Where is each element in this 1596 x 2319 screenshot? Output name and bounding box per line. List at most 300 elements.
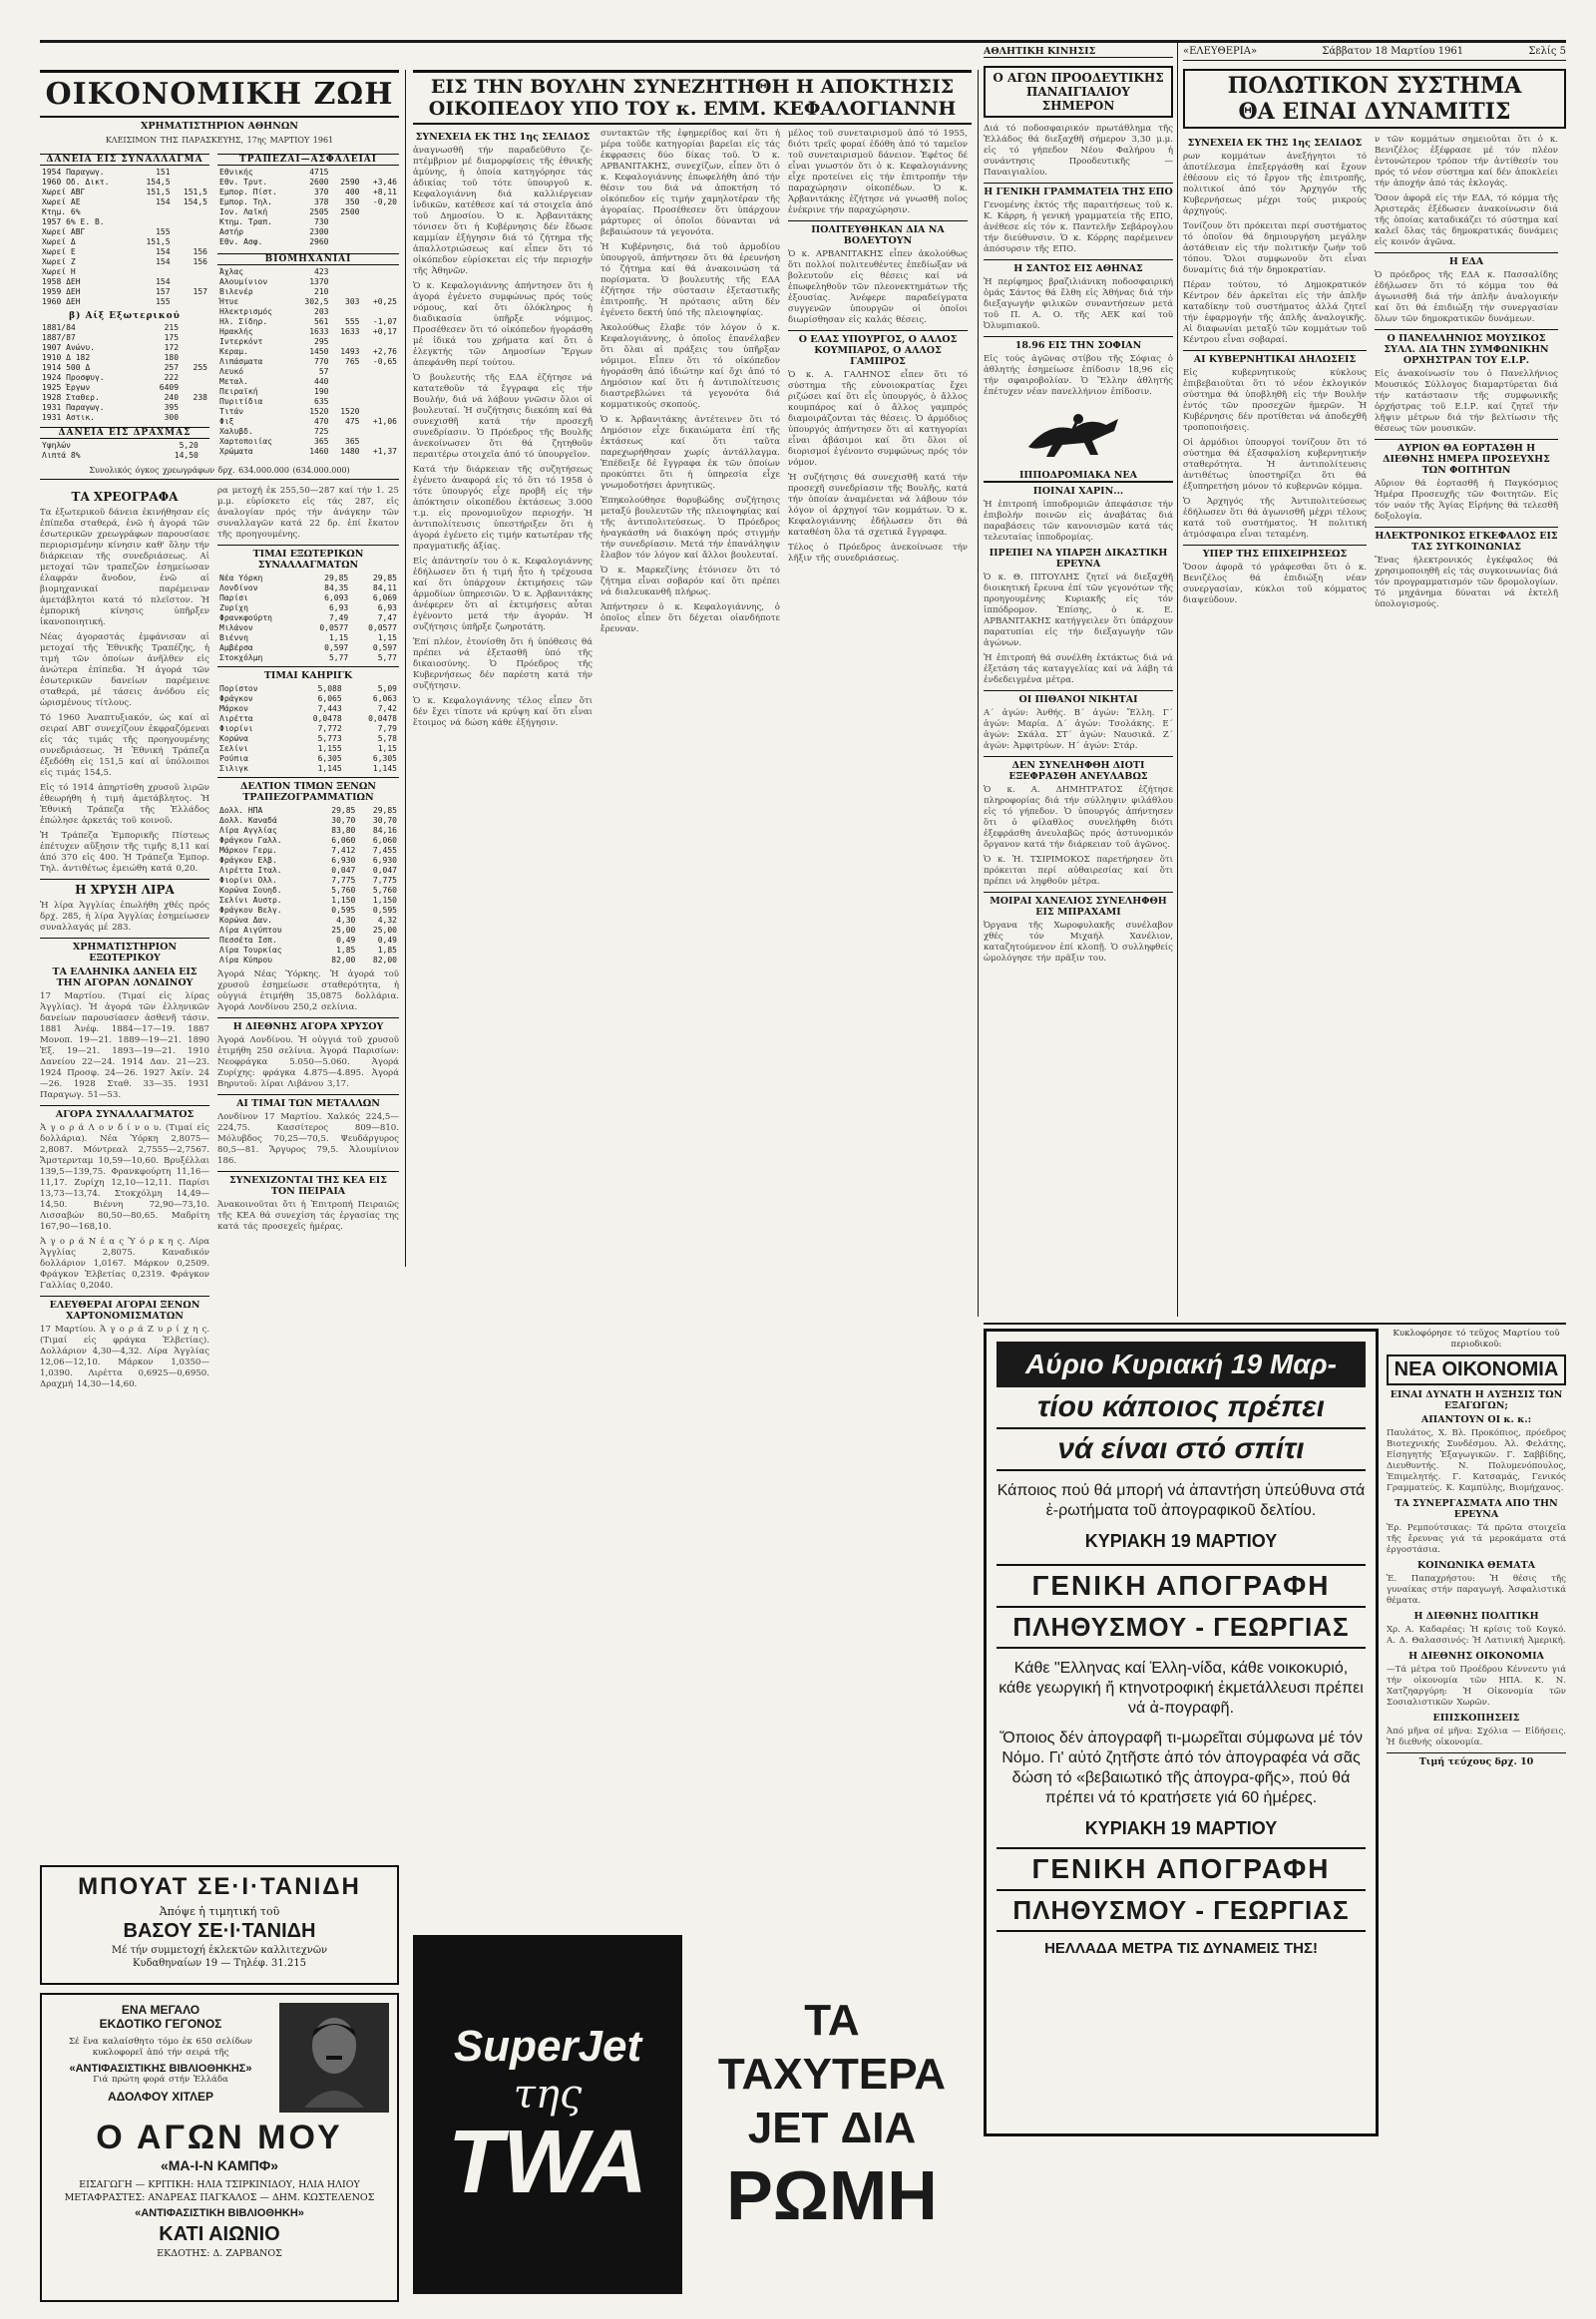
row-label: Πορίστον	[219, 684, 258, 693]
row-label: Στοκχόλμη	[219, 653, 263, 662]
row-value: 5,088	[317, 684, 342, 693]
row-label: 1931 Αστικ.	[42, 413, 95, 422]
row-value	[181, 373, 209, 383]
banknote-row	[217, 816, 399, 826]
filler-text: Α΄ ἀγών: Ἀνθής. Β΄ ἀγών: Ἔλλη. Γ΄ ἀγών: Μαρία. Δ΄ ἀγών: Τσολάκης. Ε΄ ἀγών: Σκάλα. ΣΤ΄ ἀγών: Ναυσικᾶ. Ζ΄ ἀγών: Ἀμφιτρύων. Η΄ ἀγών: Στάρ.	[984, 708, 1173, 751]
book-editor: ΕΚΔΟΤΗΣ: Δ. ΖΑΡΒΑΝΟΣ	[157, 2248, 282, 2259]
row-value	[362, 168, 400, 178]
filler-text: 17 Μαρτίου. (Τιμαί εἰς λίρας Ἀγγλίας). Ἡ ἀγορά τῶν ἑλληνικῶν δανείων παρουσίασεν ἀσθενῆ τάσιν. 1881 Ἀνέφ. 1884—17—19. 1887 Μονοπ. 19—21. 1889—19—21. 1890 Ἐξ. 19—21. 1893—19—21. 1910 Δανείου 22—24. 1914 Δαν. 21—23. 1924 Προσφ. 24—26. 1927 Ἀκίν. 24—26. 1928 Σταθ. 33—35. 1931 Παραγωγ. 51—53.	[40, 991, 209, 1100]
row-value	[181, 333, 209, 343]
row-label: Μεταλ.	[219, 377, 248, 386]
census-title-4: ΠΛΗΘΥΣΜΟΥ - ΓΕΩΡΓΙΑΣ	[997, 1891, 1366, 1932]
row-value: 635	[314, 397, 329, 406]
filler-text: Τέλος ὁ Πρόεδρος ἀνεκοίνωσε τήν λῆξιν τῆς συνεδριάσεως.	[788, 543, 968, 564]
filler-text: Ὁ κ. Ἡ. ΤΣΙΡΙΜΟΚΟΣ παρετήρησεν ὅτι πρόκειται περί αὐθαιρεσίας καί ὅτι πρέπει νά ληφθοῦν μέτρα.	[984, 855, 1173, 887]
loan-row	[40, 217, 209, 227]
row-label: 1924 Προσφυγ.	[42, 373, 105, 382]
row-value	[181, 403, 209, 413]
industry-row	[217, 447, 399, 457]
row-label: Φρανκφούρτη	[219, 613, 272, 622]
electronic-title: ΗΛΕΚΤΡΟΝΙΚΟΣ ΕΓΚΕΦΑΛΟΣ ΕΙΣ ΤΑΣ ΣΥΓΚΟΙΝΩΝΙΑΣ	[1375, 527, 1558, 553]
nea-oikonomia-ad	[1387, 1329, 1566, 2286]
row-value: 156	[193, 257, 207, 266]
row-label: 1959 ΔΕΗ	[42, 287, 81, 296]
row-value: 6,069	[372, 593, 397, 602]
row-label: Χωρεί Η	[42, 267, 76, 276]
cairo-row	[217, 724, 399, 734]
parliament-subhead-2: Ο ΕΛΑΣ ΥΠΟΥΡΓΟΣ, Ο ΑΛΛΟΣ ΚΟΥΜΠΑΡΟΣ, Ο ΑΛΛΟΣ ΓΑΜΠΡΟΣ	[788, 330, 968, 367]
row-value	[362, 267, 400, 277]
row-value: 423	[314, 267, 329, 276]
row-value: 151,5	[146, 237, 171, 246]
banknote-row	[217, 956, 399, 966]
row-label: Λιπτά 8%	[42, 451, 81, 460]
banknotes-title: ΔΕΛΤΙΟΝ ΤΙΜΩΝ ΞΕΝΩΝ ΤΡΑΠΕΖΟΓΡΑΜΜΑΤΙΩΝ	[217, 777, 399, 803]
filler-text: Παυλάτος, Χ. Βλ. Προκόπιος, πρόεδρος Βιοτεχνικής Συνδέσμου. Ἀλ. Φελάτης, Εἰσηγητής Ἐξαγωγικῶν. Γ. Σαββίδης, Διευθυντής. Ν. Πολυμενόπουλος, Ἐπιμελητής. Γ. Κατσαμάς, Γενικός Γραμματεύς. Κ. Καμπύλης, Βιομήχανος.	[1387, 1428, 1566, 1493]
loan-row	[40, 267, 209, 277]
census-line-1: Αύριο Κυριακή 19 Μαρ-	[1025, 1349, 1337, 1379]
gold-intl-title: Η ΔΙΕΘΝΗΣ ΑΓΟΡΑ ΧΡΥΣΟΥ	[217, 1017, 399, 1032]
row-label: Λονδίνον	[219, 583, 258, 592]
row-label: Βιλενέρ	[219, 287, 253, 296]
row-value: 730	[314, 217, 329, 226]
row-value	[330, 287, 361, 297]
filler-text: Τα ἐξωτερικοῦ δάνεια ἐκινήθησαν εἰς ἐπίπεδα σταθερά, ἐνῶ ἡ ἀγορά τῶν ἐσωτερικῶν χρεωγράφων παρουσίασε περιορισμένην κίνησιν καθ' ὅλην τήν διάρκειαν τῆς συνεδριάσεως. Αἱ μετοχαί τῶν τραπεζῶν ἐσημείωσαν ἐλαφράν ἄνοδον, ἐνῶ αἱ βιομηχανικαί παρέμειναν ἀμετάβλητοι κατά τό πλεῖστον. Ἡ ἐμπορική κίνησις ὑπῆρξεν ἱκανοποιητική.	[40, 508, 209, 627]
row-label: Κτημ. 6%	[42, 207, 81, 216]
row-label: Σελίνι	[219, 744, 248, 753]
row-value: 7,47	[377, 613, 397, 622]
cairo-row	[217, 754, 399, 764]
row-value: 555	[345, 317, 360, 326]
row-value: 30,70	[331, 816, 356, 825]
census-body-2: Κάθε "Ελληνας καί Ἑλλη-νίδα, κάθε νοικοκυριό, κάθε γεωργική ἤ κτηνοτροφική ἐκμετάλλευσι πρέπει νά ἀ-πογραφῆ.	[998, 1660, 1364, 1717]
row-label: 1957 6% Ε. Β.	[42, 217, 105, 226]
drachma-table	[40, 441, 209, 461]
row-value: 30,70	[372, 816, 397, 825]
drachma-title: ΔΑΝΕΙΑ ΕΙΣ ΔΡΑΧΜΑΣ	[40, 427, 209, 439]
banknote-row	[217, 946, 399, 956]
row-value	[330, 267, 361, 277]
row-value: 175	[164, 333, 180, 342]
magazine-q2: ΑΠΑΝΤΟΥΝ ΟΙ κ. κ.:	[1420, 1414, 1532, 1425]
page-number: Σελίς 5	[1528, 46, 1566, 57]
book-title: Ο ΑΓΩΝ ΜΟΥ	[96, 2119, 343, 2156]
bouat-line-3: Κυδαθηναίων 19 — Τηλέφ. 31.215	[132, 1958, 307, 1969]
row-label: Χωρεί ΑΒΓ	[42, 188, 86, 196]
filler-text: Ὅσον ἀφορᾶ εἰς τήν ΕΔΑ, τό κόμμα τῆς Ἀριστερᾶς ἐξέδωσεν ἀνακοίνωσιν διά τῆς ὁποίας καταδικάζει τό σύστημα καί καλεῖ ὅλας τάς δημοκρατικάς δυνάμεις εἰς κοινόν ἀγῶνα.	[1375, 193, 1558, 247]
row-value	[362, 287, 400, 297]
row-label: Χωρεί Δ	[42, 237, 76, 246]
kea-title: ΣΥΝΕΧΙΖΟΝΤΑΙ ΤΗΣ ΚΕΑ ΕΙΣ ΤΟΝ ΠΕΙΡΑΙΑ	[217, 1171, 399, 1197]
row-value	[362, 237, 400, 247]
continued-marker: ΣΥΝΕΧΕΙΑ ΕΚ ΤΗΣ 1ης ΣΕΛΙΔΟΣ	[415, 132, 591, 143]
row-value	[330, 217, 361, 227]
row-label: 1960 Οδ. Δικτ.	[42, 178, 110, 187]
row-value: 6,060	[372, 836, 397, 845]
row-label: 1881/84	[42, 323, 76, 332]
magazine-price: Τιμή τεύχους δρχ. 10	[1387, 1752, 1566, 1767]
census-slogan: ΗΕΛΛΑΔΑ ΜΕΤΡΑ ΤΙΣ ΔΥΝΑΜΕΙΣ ΤΗΣ!	[1044, 1940, 1318, 1957]
row-value: 350	[345, 197, 360, 206]
row-label: Λιρέττα Ιταλ.	[219, 866, 282, 875]
row-value: 7,772	[317, 724, 342, 733]
parliament-story	[413, 70, 972, 1317]
row-value	[181, 353, 209, 363]
economy-lower-right	[217, 486, 399, 1394]
row-label: Ηρακλής	[219, 327, 253, 336]
section-rule	[984, 1323, 1566, 1325]
bouat-name: ΒΑΣΟΥ ΣΕ·Ι·ΤΑΝΙΔΗ	[123, 1920, 316, 1942]
industry-row	[217, 417, 399, 427]
row-label: Χωρεί ΑΒΓ	[42, 227, 86, 236]
row-label: Ήτυε	[219, 297, 239, 306]
banks-table	[217, 168, 399, 247]
row-value: 300	[164, 413, 180, 422]
fx-prices-title: ΤΙΜΑΙ ΕΞΩΤΕΡΙΚΩΝ ΣΥΝΑΛΛΑΓΜΑΤΩΝ	[217, 545, 399, 571]
filler-text: Ἐρ. Ρεμπούτσικας: Τά πρῶτα στοιχεῖα τῆς ἔρευνας γιά τά μεροκάματα στά ἐργοστάσια.	[1387, 1523, 1566, 1555]
row-value	[362, 427, 400, 437]
row-label: Κτημ. Τραπ.	[219, 217, 272, 226]
row-value: 6,93	[377, 603, 397, 612]
filler-text: Διά τό ποδοσφαιρικόν πρωτάθλημα τῆς Ἑλλάδος θά διεξαχθῆ σήμερον 3,30 μ.μ. εἰς τό γήπεδον Νέου Φαλήρου ἡ συνάντησις Προοδευτικῆς — Παναιγιαλίου.	[984, 124, 1173, 178]
banknote-row	[217, 806, 399, 816]
magazine-section-4: Η ΔΙΕΘΝΗΣ ΟΙΚΟΝΟΜΙΑ	[1408, 1651, 1544, 1662]
row-value: 7,443	[317, 704, 342, 713]
twa-ad	[413, 1935, 972, 2294]
row-value	[200, 441, 209, 451]
loan-row	[40, 188, 209, 197]
filler-text: ἀναγνωσθῆ τήν παραδεῦθυτο ζε-πτέμβριον μέ διαμορφίσεις τῆς ἐθνικῆς ἀμύνης, ἡ ὁποία κατηγόρησε τάς ἀδικίας τοῦ τότε ὑπουργοῦ κ. Κεφαλογιάννη διά καλλιέργειαν ἰνδικῶν, κατέθεσε καί τά στοιχεῖα ἀπό τοῦ Δημοσίου. Ὁ κ. Ἀρβανιτάκης τόνισεν ὅτι ἡ Κυβέρνησις δέν ἔδωσε καμμίαν ἐξήγησιν διά τό ζήτημα τῆς ἀπαλλοτριώσεως καί εἶπεν ὅτι τό οἰκόπεδον εὑρίσκεται εἰς τήν περιοχήν τῆς Ἀθηνῶν.	[413, 146, 593, 276]
filler-text: Ἀ γ ο ρ ά Ν έ α ς Ὑ ό ρ κ η ς. Λίρα Ἀγγλίας 2,8075. Καναδικόν δολλάριον 1,0167. Μάρκον 0,2509. Φράγκον Ἑλβετίας 0,2319. Φράγκον Γαλλίας 0,2040.	[40, 1237, 209, 1291]
filler-text: Ὁ πρόεδρος τῆς ΕΔΑ κ. Πασσαλίδης ἐδήλωσεν ὅτι τό κόμμα του θά ἀγωνισθῆ διά τήν ἀπλῆν ἀναλογικήν καί ὅτι θά ἐπιδιώξη τήν συνεργασίαν ὅλων τῶν δημοκρατικῶν δυνάμεων.	[1375, 270, 1558, 324]
book-kicker-2: ΕΚΔΟΤΙΚΟ ΓΕΓΟΝΟΣ	[99, 2017, 222, 2031]
parliament-headline-1: ΕΙΣ ΤΗΝ ΒΟΥΛΗΝ ΣΥΝΕΖΗΤΗΘΗ Η ΑΠΟΚΤΗΣΙΣ	[430, 76, 955, 98]
row-value	[362, 387, 400, 397]
filler-text: ν τῶν κομμάτων σημειοῦται ὅτι ὁ κ. Βενιζέλος ἐξέφρασε μέ τόν πλέον ἐντονώτερον τρόπον τήν ἀντίθεσίν του πρός τό νέον σύστημα καί δέν ἀποκλείει τήν ἀποχήν ἀπό τάς ἐκλογάς.	[1375, 135, 1558, 189]
row-value: 7,42	[377, 704, 397, 713]
cairo-row	[217, 714, 399, 724]
arrest-title: ΔΕΝ ΣΥΝΕΛΗΦΘΗ ΔΙΟΤΙ ΕΞΕΦΡΑΣΘΗ ΑΝΕΥΛΑΒΩΣ	[984, 756, 1173, 782]
row-value: 1520	[309, 407, 329, 416]
row-value	[362, 397, 400, 407]
row-value: 0,595	[372, 906, 397, 915]
industry-row	[217, 287, 399, 297]
row-value	[173, 237, 209, 247]
filler-text: Ἀπό μῆνα σέ μῆνα: Σχόλια — Εἰδήσεις. Ἡ διεθνής οἰκονομία.	[1387, 1727, 1566, 1747]
row-value	[362, 277, 400, 287]
row-value: 6,065	[317, 694, 342, 703]
row-value	[330, 277, 361, 287]
industry-row	[217, 427, 399, 437]
foreign-loan-row	[40, 373, 209, 383]
filler-text: Ὁ κ. Ἀρβανιτάκης ἀντέτεινεν ὅτι τό Δημόσιον εἶχε δικαιώματα ἐπί τῆς ἐκτάσεως καί ὅτι ταῦτα παρεχωρήθησαν χωρίς ἀντάλλαγμα. Ἐπέδειξε δέ ἔγγραφα ἐκ τῶν ὁποίων προκύπτει ὅτι ἡ ὑπηρεσία εἶχε γνωμοδοτήσει ἀρνητικῶς.	[600, 415, 780, 491]
economy-header	[40, 70, 399, 118]
column-rule	[978, 70, 979, 1317]
industry-row	[217, 317, 399, 327]
economy-tables	[40, 150, 399, 461]
cairo-row	[217, 694, 399, 704]
drachma-loan-row	[40, 441, 209, 451]
row-value	[330, 307, 361, 317]
session-line: ΚΛΕΙΣΙΜΟΝ ΤΗΣ ΠΑΡΑΣΚΕΥΗΣ, 17ης ΜΑΡΤΙΟΥ 1961	[105, 136, 334, 145]
row-label: Λευκό	[219, 367, 244, 376]
row-label: Λίρα Αιγύπτου	[219, 926, 282, 935]
magazine-intro: Κυκλοφόρησε τό τεῦχος Μαρτίου τοῦ περιοδικοῦ:	[1393, 1329, 1560, 1350]
row-label: 1925 Έργων	[42, 383, 91, 392]
industry-row	[217, 307, 399, 317]
foreign-loan-row	[40, 323, 209, 333]
row-value	[362, 227, 400, 237]
parliament-columns	[413, 129, 972, 733]
row-value: 1633	[309, 327, 329, 336]
row-label: Φιορίνι Ολλ.	[219, 876, 277, 885]
row-label: 1910 Δ 182	[42, 353, 91, 362]
row-value: 1,15	[377, 744, 397, 753]
politics-col-2	[1375, 135, 1558, 614]
london-title: ΤΑ ΕΛΛΗΝΙΚΑ ΔΑΝΕΙΑ ΕΙΣ ΤΗΝ ΑΓΟΡΑΝ ΛΟΝΔΙΝΟΥ	[52, 966, 198, 988]
filler-text: Νέας ἀγοραστάς ἐμφάνισαν αἱ μετοχαί τῆς Ἐθνικῆς Τραπέζης, ἡ τιμή τῶν ὁποίων ἀνῆλθεν εἰς ἀνώτερα ἐπίπεδα. Ἡ ἀγορά τῶν ἐσωτερικῶν δανείων παρέμεινε σταθερά, μέ τάσεις ἀνόδου εἰς ὡρισμένους τίτλους.	[40, 632, 209, 708]
politics-section	[1183, 40, 1566, 1317]
book-ad	[40, 1993, 399, 2302]
row-label: Χωρεί Ζ	[42, 257, 76, 266]
row-label: 1960 ΔΕΗ	[42, 297, 81, 306]
census-banner	[997, 1342, 1366, 1387]
filler-text: Εἰς ἀπάντησίν του ὁ κ. Κεφαλογιάννης ἐδήλωσεν ὅτι ἡ τιμή ἦτο ἡ τρέχουσα καί ὅτι ὑπάρχουν ἐκτιμήσεις τῶν ἁρμοδίων ὑπηρεσιῶν. Ὁ κ. Ἀρβανιτάκης ἀνέφερεν ὅτι αἱ ἐκτιμήσεις αὗται ἐγένοντο μετά τήν ἀγοράν. Ἡ συζήτησις ὑπῆρξε ζωηροτάτη.	[413, 557, 593, 632]
census-date-1: ΚΥΡΙΑΚΗ 19 ΜΑΡΤΙΟΥ	[1084, 1531, 1278, 1551]
row-value	[330, 237, 361, 247]
row-value	[135, 217, 172, 227]
row-value	[200, 451, 209, 461]
row-label: Χωρεί Ε	[42, 247, 76, 256]
banks-title: ΤΡΑΠΕΖΑΙ—ΑΣΦΑΛΕΙΑΙ	[217, 154, 399, 166]
cairo-row	[217, 684, 399, 694]
fx-row	[217, 603, 399, 613]
author-portrait	[279, 2003, 389, 2113]
filler-text: Ἡ Τράπεζα Ἐμπορικῆς Πίστεως ἐπέτυχεν αὔξησιν τῆς τιμῆς 8,11 καί ἀπό 370 εἰς 400. Ἡ Τράπεζα Ἐμπορ. Τηλ. ἀντιθέτως ἐμειώθη κατά 0,20.	[40, 831, 209, 874]
row-label: Σιλιγκ	[219, 764, 248, 773]
row-label: 1887/87	[42, 333, 76, 342]
row-label: Βιέννη	[219, 633, 248, 642]
row-value: 1633	[340, 327, 360, 336]
row-value: 154,5	[183, 197, 207, 206]
magazine-q1: ΕΙΝΑΙ ΔΥΝΑΤΗ Η ΑΥΞΗΣΙΣ ΤΩΝ ΕΞΑΓΩΓΩΝ;	[1390, 1389, 1563, 1411]
filler-text: Ὅσον ἀφορᾶ τό γράφεσθαι ὅτι ὁ κ. Βενιζέλος θά ἐπιδιώξη νέαν συνεργασίαν, κύκλοι τοῦ κόμματος διαψεύδουν.	[1183, 563, 1367, 605]
row-label: Εθν. Τρυτ.	[219, 178, 268, 187]
row-value	[362, 437, 400, 447]
row-value: -0,65	[372, 357, 397, 366]
fx-row	[217, 593, 399, 603]
external-exchange-title: ΧΡΗΜΑΤΙΣΤΗΡΙΟΝ ΕΞΩΤΕΡΙΚΟΥ	[40, 938, 209, 964]
row-value	[181, 323, 209, 333]
row-value	[330, 168, 361, 178]
cairo-row	[217, 734, 399, 744]
loan-row	[40, 178, 209, 188]
parliament-col-1	[413, 129, 593, 733]
row-label: Νέα Υόρκη	[219, 574, 263, 582]
row-value: 6,093	[324, 593, 349, 602]
bouat-line-2: Μέ τήν συμμετοχή ἐκλεκτῶν καλλιτεχνῶν	[111, 1945, 328, 1956]
row-value: 0,047	[372, 866, 397, 875]
row-value: 4,30	[336, 916, 356, 925]
row-value: 84,35	[324, 583, 349, 592]
filler-text: Χρ. Α. Καδαρέας: Ἡ κρίσις τοῦ Κογκό. Α. Δ. Θαλασσινός: Ἡ Λατινική Ἀμερική.	[1387, 1625, 1566, 1646]
banknotes-table	[217, 806, 399, 966]
bank-row	[217, 207, 399, 217]
metals-title: ΑΙ ΤΙΜΑΙ ΤΩΝ ΜΕΤΑΛΛΩΝ	[217, 1094, 399, 1109]
santos-title: Η ΣΑΝΤΟΣ ΕΙΣ ΑΘΗΝΑΣ	[984, 259, 1173, 274]
loans-block	[40, 150, 209, 461]
fx-row	[217, 623, 399, 633]
foreign-loan-row	[40, 383, 209, 393]
census-ad	[984, 1329, 1379, 2136]
census-line-3: νά είναι στό σπίτι	[997, 1429, 1366, 1471]
politics-headline-1: ΠΟΛΩΤΙΚΟΝ ΣΥΣΤΗΜΑ	[1227, 73, 1522, 99]
row-value	[173, 217, 209, 227]
industry-title: ΒΙΟΜΗΧΑΝΙΑΙ	[217, 253, 399, 265]
row-value	[173, 297, 209, 307]
row-value: 1493	[340, 347, 360, 356]
loan-row	[40, 257, 209, 267]
banknote-row	[217, 856, 399, 866]
row-label: Φράγκον Βελγ.	[219, 906, 282, 915]
row-label: 1958 ΔΕΗ	[42, 277, 81, 286]
row-value: 7,412	[331, 846, 356, 855]
row-value: 1,145	[372, 764, 397, 773]
row-value: 157	[156, 287, 171, 296]
row-label: Ηλεκτρισμός	[219, 307, 272, 316]
fx-row	[217, 653, 399, 663]
census-title-2: ΠΛΗΘΥΣΜΟΥ - ΓΕΩΡΓΙΑΣ	[997, 1608, 1366, 1649]
row-value: 5,77	[377, 653, 397, 662]
politics-col-1	[1183, 135, 1367, 614]
row-value: 151,5	[146, 188, 171, 196]
loan-row	[40, 227, 209, 237]
filler-text: Ὀργανα τῆς Χωροφυλακῆς συνέλαβον χθές τόν Μιχαήλ Χανέλιον, καταζητούμενον ἐπί κλοπῇ. Ὁ συλληφθείς ὡμολόγησε τήν πρᾶξιν του.	[984, 921, 1173, 964]
politics-headline-2: ΘΑ ΕΙΝΑΙ ΔΥΝΑΜΙΤΙΣ	[1238, 99, 1511, 125]
row-value: 1,85	[377, 946, 397, 955]
book-series-2: «ΑΝΤΙΦΑΣΙΣΤΙΚΗ ΒΙΒΛΙΟΘΗΚΗ»	[135, 2207, 304, 2219]
filler-text: συντακτῶν τῆς ἐφημερίδος καί ὅτι ἡ μέρα τοῦδε κατηγορίαι βαρεῖαι εἰς τάς ἐκφρασεις δύο δίκας τοῦ. Ὁ κ. ΑΡΒΑΝΙΤΑΚΗΣ, συνεχίζων, εἶπεν ὅτι ὁ κ. Κεφαλογιάννης ἐπωφελήθη ἀπό τήν θέσιν του διά νά ἀποκτήση τό οἰκόπεδον εἰς τιμήν χαμηλοτέραν τῆς ἀγοραίας. Προσέθεσεν ὅτι ὑπάρχουν μάρτυρες οἱ ὁποῖοι δύνανται νά βεβαιώσουν τά γεγονότα.	[600, 129, 780, 237]
row-label: Πεσσέτα Ισπ.	[219, 936, 277, 945]
filler-text: Ἡ λίρα Ἀγγλίας ἐπωλήθη χθές πρός δρχ. 285, ἡ λίρα Ἀγγλίας ἐσημείωσεν συναλλαγάς μέ 283.	[40, 901, 209, 933]
filler-text: Ἡ ἐπιτροπή θά συνέλθη ἐκτάκτως διά νά ἐξετάση τάς καταγγελίας καί νά λάβη τά ἐνδεδειγμένα μέτρα.	[984, 653, 1173, 685]
row-value: 257	[164, 363, 180, 372]
industry-row	[217, 377, 399, 387]
row-value: 0,0478	[312, 714, 342, 723]
census-date-2: ΚΥΡΙΑΚΗ 19 ΜΑΡΤΙΟΥ	[1084, 1818, 1278, 1838]
lottery-title: ΜΟΙΡΑΙ ΧΑΝΕΛΙΟΣ ΣΥΝΕΛΗΦΘΗ ΕΙΣ ΜΠΡΑΧΑΜΙ	[984, 892, 1173, 918]
filler-text: ρα μετοχή ἐκ 255,50—287 καί τήν 1. 25 μ.μ. εὑρίσκετο εἰς τάς 287, εἰς ἀναλογίαν πρός τήν ἀνάγκην τῶν συναλλαγῶν κατά 22 δρ. ἐπί ἔκατον τῆς προηγουμένης.	[217, 486, 399, 540]
row-value: 83,80	[331, 826, 356, 835]
row-value: 155	[156, 227, 171, 236]
row-value: 29,85	[324, 574, 349, 582]
bouat-title: ΜΠΟΥΑΤ ΣΕ·Ι·ΤΑΝΙΔΗ	[78, 1873, 361, 1900]
row-value: 5,20	[179, 441, 199, 450]
filler-text: Ὁ κ. Κεφαλογιάννης ἀπήντησεν ὅτι ἡ ἀγορά ἐγένετο συμφώνως πρός τούς νόμους, καί ὅτι ὁλόκληρος ἡ διαδικασία ὑπῆρξε νόμιμος. Προσέθεσεν ὅτι τό οἰκόπεδον ἠγοράσθη μέ ἰδικά του χρήματα καί ὅτι ὁ ἐλεγκτής τῶν Δημοσίων Ἔργων ἀπεφάνθη περί τούτου.	[413, 281, 593, 368]
industry-row	[217, 397, 399, 407]
row-label: Λίρα Τουρκίας	[219, 946, 282, 955]
row-label: Χαρτοποιίας	[219, 437, 272, 446]
fx-row	[217, 613, 399, 623]
sports-headline-box	[984, 66, 1173, 118]
row-label: Χωρεί ΑΕ	[42, 197, 81, 206]
fx-prices-table	[217, 574, 399, 663]
row-value: 7,49	[328, 613, 349, 622]
filler-text: Εἰς κυβερνητικούς κύκλους ἐπιβεβαιοῦται ὅτι τό νέον ἐκλογικόν σύστημα θά ὑποβληθῆ εἰς τήν Βουλήν ἐντός τῶν προσεχῶν ἡμερῶν. Ἡ Κυβέρνησις δέν προτίθεται νά ἀποδεχθῆ τροποποιήσεις.	[1183, 368, 1367, 433]
row-value: 302,5	[304, 297, 329, 306]
census-body-3: Ὅποιος δέν ἀπογραφῆ τι-μωρεῖται σύμφωνα μέ τόν Νόμο. Γι' αὐτό ζητῆστε ἀπό τόν ἀπογραφέα νά σᾶς δώση τό «βεβαιωτικό τῆς ἀπογρα-φῆς», πού θά πρέπει νά τό κρατήσετε γιά 60 ἡμέρες.	[999, 1730, 1363, 1806]
row-value: 7,455	[372, 846, 397, 855]
row-value: 365	[314, 437, 329, 446]
row-value: 84,11	[372, 583, 397, 592]
filler-text: Ἀγορά Νέας Ὑόρκης. Ἡ ἀγορά τοῦ χρυσοῦ ἐσημείωσε σταθερότητα, ἡ οὐγγιά ἐτιμήθη 35,0875 δολλάρια. Ἀγορά Λονδίνου 250,2 σελίνια.	[217, 969, 399, 1012]
cairo-row	[217, 764, 399, 774]
loan-row	[40, 297, 209, 307]
row-value	[330, 397, 361, 407]
row-value: 303	[345, 297, 360, 306]
row-value: 25,00	[372, 926, 397, 935]
row-value: +0,25	[372, 297, 397, 306]
row-value	[362, 307, 400, 317]
row-value: 29,85	[372, 806, 397, 815]
row-label: Δολλ. Καναδά	[219, 816, 277, 825]
row-value: 295	[314, 337, 329, 346]
row-label: Φιορίνι	[219, 724, 253, 733]
loan-row	[40, 287, 209, 297]
row-value: 2505	[309, 207, 329, 216]
politics-continued: ΣΥΝΕΧΕΙΑ ΕΚ ΤΗΣ 1ης ΣΕΛΙΔΟΣ	[1187, 138, 1363, 149]
foreign-loan-row	[40, 353, 209, 363]
twa-superjet: SuperJet	[453, 2022, 642, 2071]
row-label: Λίρα Αγγλίας	[219, 826, 277, 835]
gold-title: Η ΧΡΥΣΗ ΛΙΡΑ	[40, 879, 209, 897]
filler-text: Εἰς ἀνακοίνωσίν του ὁ Πανελλήνιος Μουσικός Σύλλογος διαμαρτύρεται διά τήν κατάστασιν τῆς συμφωνικῆς ὀρχήστρας τοῦ Ε.Ι.Ρ. καί ζητεῖ τήν λῆψιν μέτρων διά τήν βελτίωσιν τῆς θέσεως τῶν μουσικῶν.	[1375, 369, 1558, 434]
foreign-loan-row	[40, 413, 209, 423]
twa-rome: ΡΩΜΗ	[726, 2156, 938, 2234]
parliament-headline-2: ΟΙΚΟΠΕΔΟΥ ΥΠΟ ΤΟΥ κ. ΕΜΜ. ΚΕΦΑΛΟΓΙΑΝΝΗ	[428, 98, 957, 120]
horse-icon	[1018, 407, 1138, 462]
row-value: 1520	[340, 407, 360, 416]
row-label: Παρίσι	[219, 593, 248, 602]
industry-row	[217, 267, 399, 277]
row-value: 151	[156, 168, 171, 177]
row-value: 5,77	[328, 653, 349, 662]
book-author: ΑΔΟΛΦΟΥ ΧΙΤΛΕΡ	[108, 2090, 213, 2104]
masthead	[1183, 46, 1566, 61]
row-value	[362, 407, 400, 417]
loan-row	[40, 168, 209, 178]
row-value: 2300	[309, 227, 329, 236]
portrait-icon	[294, 2008, 374, 2108]
filler-text: Ἀγορά Λονδίνου. Ἡ οὐγγιά τοῦ χρυσοῦ ἐτιμήθη 250 σελίνια. Ἀγορά Παρισίων: Νεοφράγκα 5.050—5.060. Ἀγορά Ζυρίχης: φράγκα 4.875—4.895. Ἀγορά Βηρυτοῦ: λίραι Λιβάνου 3,17.	[217, 1035, 399, 1089]
row-value: 238	[193, 393, 207, 402]
row-value	[330, 427, 361, 437]
row-value	[362, 377, 400, 387]
row-value: 154	[156, 247, 171, 256]
loans-title: ΔΑΝΕΙΑ ΕΙΣ ΣΥΝΑΛΛΑΓΜΑ	[40, 154, 209, 166]
filler-text: 17 Μαρτίου. Ἀ γ ο ρ ά Ζ υ ρ ί χ η ς. (Τιμαί εἰς φράγκα Ἑλβετίας). Δολλάριον 4,30—4,32. Λίρα Ἀγγλίας 12,06—12,10. Μάρκον 1,0350—1,0390. Λιρέττα 0,6925—0,6950. Δραχμή 14,30—14,60.	[40, 1325, 209, 1389]
music-title: Ο ΠΑΝΕΛΛΗΝΙΟΣ ΜΟΥΣΙΚΟΣ ΣΥΛΛ. ΔΙΑ ΤΗΝ ΣΥΜΦΩΝΙΚΗΝ ΟΡΧΗΣΤΡΑΝ ΤΟΥ Ε.Ι.Ρ.	[1375, 329, 1558, 366]
row-label: Πειραϊκή	[219, 387, 258, 396]
filler-text: Κατά τήν διάρκειαν τῆς συζητήσεως ἐγένετο ἀναφορά εἰς τό ὅτι τό 1958 ὁ τότε ὑπουργός εἶχε προβῆ εἰς τήν ἀπόκτησιν οἰκοπέδου ἐκτάσεως 3.000 τ.μ. εἰς προνομιοῦχον περιοχήν. Ἡ ἀντιπολίτευσις ὑπεστήριξεν ὅτι ἡ ἀγορά ἐγένετο εἰς τιμήν κατωτέραν τῆς πραγματικῆς ἀξίας.	[413, 465, 593, 552]
row-value: 210	[314, 287, 329, 296]
row-value: 222	[164, 373, 180, 382]
row-label: Πυριτίδια	[219, 397, 263, 406]
enterprise-title: ΥΠΕΡ ΤΗΣ ΕΠΙΧΕΙΡΗΣΕΩΣ	[1183, 545, 1367, 560]
foreign-loan-row	[40, 403, 209, 413]
row-value: 84,16	[372, 826, 397, 835]
row-label: Εμπορ. Τηλ.	[219, 197, 272, 206]
